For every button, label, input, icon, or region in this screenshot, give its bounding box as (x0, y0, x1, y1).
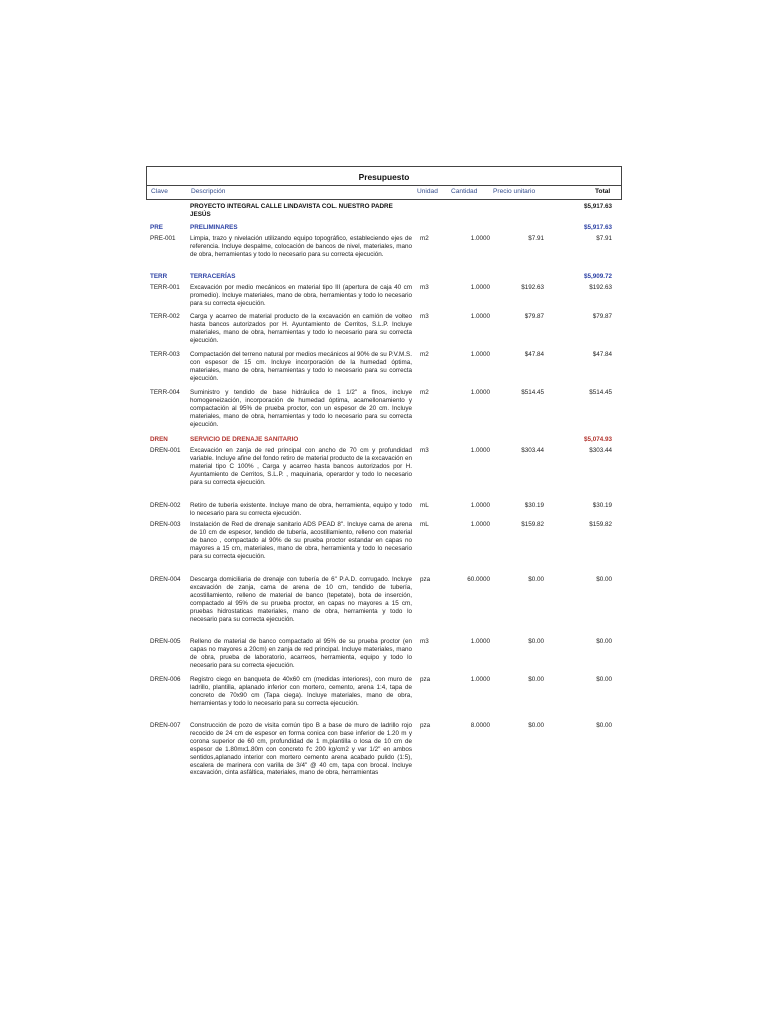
item-unidad: m3 (420, 284, 429, 291)
item-cantidad: 60.0000 (467, 576, 490, 583)
header-cantidad: Cantidad (451, 188, 478, 195)
item-cantidad: 1.0000 (470, 284, 490, 291)
section-total: $5,909.72 (583, 273, 612, 280)
item-clave: DREN-004 (150, 576, 181, 583)
budget-sheet (146, 166, 622, 796)
item-cantidad: 1.0000 (470, 235, 490, 242)
item-precio: $30.19 (524, 502, 544, 509)
item-cantidad: 1.0000 (470, 502, 490, 509)
item-cantidad: 1.0000 (470, 313, 490, 320)
item-total: $30.19 (592, 502, 612, 509)
title-bar (146, 166, 622, 185)
item-total: $47.84 (592, 351, 612, 358)
item-unidad: m3 (420, 447, 429, 454)
item-cantidad: 1.0000 (470, 447, 490, 454)
item-cantidad: 1.0000 (470, 638, 490, 645)
item-cantidad: 1.0000 (470, 676, 490, 683)
item-precio: $0.00 (528, 722, 544, 729)
item-clave: TERR-001 (150, 284, 180, 291)
item-precio: $159.82 (521, 521, 544, 528)
item-description: Excavación en zanja de red principal con ancho de 70 cm y profundidad variable. Incluye afine del fondo retiro de material producto de la excavación en material tipo C 100% , Carga y acarreo hasta bancos autorizados por H. Ayuntamiento de Cerritos, S.L.P. , maquinaria, operardor y todo lo necesario para su correcta ejecución. (190, 447, 412, 486)
item-clave: DREN-001 (150, 447, 181, 454)
item-precio: $0.00 (528, 638, 544, 645)
item-total: $303.44 (589, 447, 612, 454)
item-unidad: pza (420, 576, 431, 583)
item-clave: PRE-001 (150, 235, 176, 242)
item-unidad: m2 (420, 235, 429, 242)
section-code: PRE (150, 224, 163, 231)
item-description: Carga y acarreo de material producto de la excavación en camión de volteo hasta bancos autorizados por H. Ayuntamiento de Cerritos, S.L.P. Incluye materiales, mano de obra, herramientas y todo lo necesario para su correcta ejecución. (190, 313, 412, 344)
table-header (146, 185, 622, 200)
item-unidad: m2 (420, 351, 429, 358)
item-clave: DREN-005 (150, 638, 181, 645)
item-description: Relleno de material de banco compactado al 95% de su prueba proctor (en capas no mayores a 20cm) en zanja de red principal. Incluye materiales, mano de obra, prueba de laboratorio, acarreos, herramienta, equipo y todo lo necesario para su correcta ejecución. (190, 638, 412, 669)
item-precio: $7.91 (528, 235, 544, 242)
section-name: TERRACERÍAS (190, 273, 236, 280)
item-unidad: mL (420, 521, 429, 528)
section-name: PRELIMINARES (190, 224, 238, 231)
section-total: $5,917.63 (583, 224, 612, 231)
item-precio: $0.00 (528, 576, 544, 583)
item-clave: DREN-003 (150, 521, 181, 528)
item-unidad: pza (420, 676, 431, 683)
item-cantidad: 1.0000 (470, 389, 490, 396)
item-precio: $192.63 (521, 284, 544, 291)
item-description: Excavación por medio mecánicos en material tipo III (apertura de caja 40 cm promedio). Incluye materiales, mano de obra, herramientas y todo lo necesario para su correcta ejecución. (190, 284, 412, 307)
item-unidad: m3 (420, 313, 429, 320)
item-total: $514.45 (589, 389, 612, 396)
header-descripcion: Descripción (191, 188, 226, 195)
item-clave: TERR-004 (150, 389, 180, 396)
item-clave: DREN-006 (150, 676, 181, 683)
header-total: Total (595, 188, 611, 195)
project-description: PROYECTO INTEGRAL CALLE LINDAVISTA COL. NUESTRO PADRE JESÚS (190, 203, 393, 218)
item-precio: $47.84 (524, 351, 544, 358)
item-precio: $0.00 (528, 676, 544, 683)
item-total: $7.91 (596, 235, 612, 242)
section-code: DREN (150, 436, 168, 443)
item-total: $0.00 (596, 638, 612, 645)
item-clave: TERR-002 (150, 313, 180, 320)
item-total: $192.63 (589, 284, 612, 291)
item-unidad: pza (420, 722, 431, 729)
page-title: Presupuesto (358, 172, 410, 182)
header-clave: Clave (151, 188, 168, 195)
item-description: Construcción de pozo de visita común tipo B a base de muro de ladrillo rojo recocido de 24 cm de espesor en forma conica con base inferior de 1.20 m y corona superior de 60 cm, profundidad de 1 m,plantilla o losa de 10 cm de espesor de 1.80mx1.80m con concreto f'c 200 kg/cm2 y var 1/2" en ambos sentidos,aplanado interior con mortero cemento arena acabado pulido (1:5), escalera de marinera con varilla de 3/4" @ 40 cm, tapa con brocal. Incluye excavación, cinta asfáltica, materiales, mano de obra, herramientas (190, 722, 412, 777)
item-unidad: m3 (420, 638, 429, 645)
item-cantidad: 1.0000 (470, 351, 490, 358)
item-description: Suministro y tendido de base hidráulica de 1 1/2" a finos, incluye homogeneización, incorporación de humedad óptima, acamellonamiento y compactación al 95% de prueba proctor, con un espesor de 20 cm. Incluye materiales, mano de obra, herramientas y todo lo necesario para su correcta ejecución. (190, 389, 412, 428)
item-description: Limpia, trazo y nivelación utilizando equipo topográfico, estableciendo ejes de referencia. Incluye despalme, colocación de bancos de nivel, materiales, mano de obra, herramientas y todo lo necesario para su correcta ejecución. (190, 235, 412, 258)
project-total: $5,917.63 (583, 203, 612, 210)
item-description: Descarga domiciliaria de drenaje con tubería de 6" P.A.D. corrugado. Incluye excavación de zanja, cama de arena de 10 cm, tendido de tubería, acostillamiento, relleno de material de banco (tepetate), bota de inserción, compactado al 95% de su prueba proctor, en capas no mayores a 15 cm, pruebas hidrostaticas materiales, mano de obra, herramienta y todo lo necesario para su correcta ejecución. (190, 576, 412, 623)
item-precio: $514.45 (521, 389, 544, 396)
item-clave: DREN-002 (150, 502, 181, 509)
item-total: $0.00 (596, 722, 612, 729)
section-total: $5,074.93 (583, 436, 612, 443)
header-unidad: Unidad (417, 188, 438, 195)
item-description: Compactación del terreno natural por medios mecánicos al 90% de su P.V.M.S. con espesor de 15 cm. Incluye incorporación de la humedad óptima, materiales, mano de obra, herramientas y todo lo necesario para su correcta ejecución. (190, 351, 412, 382)
item-precio: $79.87 (524, 313, 544, 320)
item-description: Retiro de tubería existente. Incluye mano de obra, herramienta, equipo y todo lo necesario para su correcta ejecución. (190, 502, 412, 517)
item-cantidad: 1.0000 (470, 521, 490, 528)
item-precio: $303.44 (521, 447, 544, 454)
item-unidad: m2 (420, 389, 429, 396)
section-code: TERR (150, 273, 168, 280)
item-total: $0.00 (596, 676, 612, 683)
item-total: $159.82 (589, 521, 612, 528)
item-total: $79.87 (592, 313, 612, 320)
item-total: $0.00 (596, 576, 612, 583)
item-description: Registro ciego en banqueta de 40x60 cm (medidas interiores), con muro de ladrillo, plantilla, aplanado inferior con mortero, cemento, arena 1:4, tapa de concreto de 70x90 cm (Tapa ciega). Incluye materiales, mano de obra, herramientas y todo lo necesario para su correcta ejecución. (190, 676, 412, 707)
header-precio: Precio unitario (493, 188, 536, 195)
section-name: SERVICIO DE DRENAJE SANITARIO (190, 436, 299, 443)
item-clave: DREN-007 (150, 722, 181, 729)
item-description: Instalación de Red de drenaje sanitario ADS PEAD 8". Incluye cama de arena de 10 cm de espesor, tendido de tubería, acostillamiento, relleno con material de banco , compactado al 90% de su prueba proctor estandar en capas no mayores a 15 cm, materiales, mano de obra, herramienta y todo lo necesario para su correcta ejecución. (190, 521, 412, 560)
item-unidad: mL (420, 502, 429, 509)
item-clave: TERR-003 (150, 351, 180, 358)
item-cantidad: 8.0000 (470, 722, 490, 729)
